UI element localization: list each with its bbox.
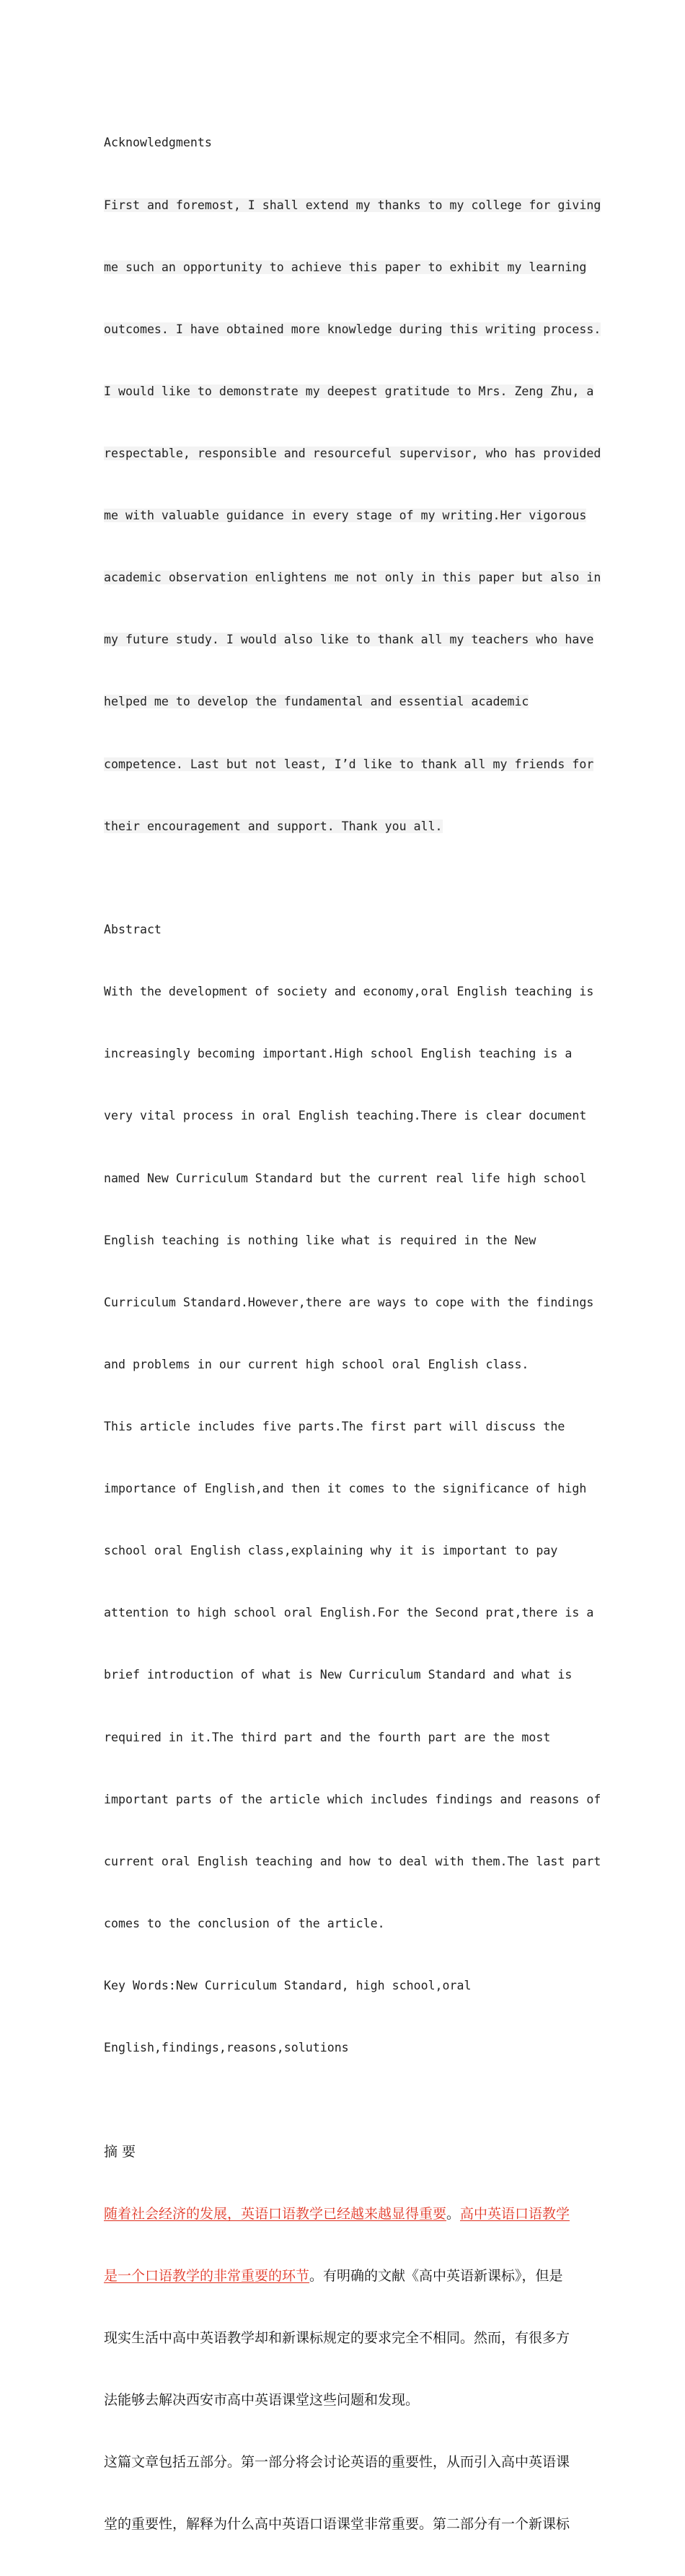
body-line: 这篇文章包括五部分。第一部分将会讨论英语的重要性，从而引入高中英语课 (104, 2454, 570, 2471)
acknowledgments-heading: Acknowledgments (104, 136, 212, 150)
body-line: required in it.The third part and the fourth part are the most (104, 1730, 551, 1744)
body-line: comes to the conclusion of the article. (104, 1916, 385, 1930)
body-line: respectable, responsible and resourceful supervisor, who has provided (104, 446, 601, 460)
body-line: helped me to develop the fundamental and essential academic (104, 695, 529, 709)
body-line: school oral English class,explaining why it is important to pay (104, 1544, 558, 1558)
keywords-line: Key Words:New Curriculum Standard, high school,oral (104, 1978, 472, 1992)
body-line: competence. Last but not least, I’d like to thank all my friends for (104, 757, 594, 771)
body-line: very vital process in oral English teaching.There is clear document (104, 1109, 587, 1123)
acknowledgments-section (104, 92, 601, 879)
chinese-abstract-section (104, 2100, 588, 2576)
abstract-heading: Abstract (104, 923, 162, 937)
body-line: academic observation enlightens me not only in this paper but also in (104, 571, 601, 585)
body-line: This article includes five parts.The first part will discuss the (104, 1420, 565, 1433)
body-line: important parts of the article which includes findings and reasons of (104, 1792, 601, 1806)
body-line: me such an opportunity to achieve this paper to exhibit my learning (104, 260, 587, 274)
body-line: I would like to demonstrate my deepest gratitude to Mrs. Zeng Zhu, a (104, 384, 594, 398)
body-line: outcomes. I have obtained more knowledge during this writing process. (104, 322, 601, 336)
keywords-line: English,findings,reasons,solutions (104, 2041, 349, 2055)
body-line: attention to high school oral English.For the Second prat,there is a (104, 1606, 594, 1620)
body-line: English teaching is nothing like what is required in the New (104, 1233, 536, 1247)
body-line: my future study. I would also like to thank all my teachers who have (104, 633, 594, 647)
body-line: 现实生活中高中英语教学却和新课标规定的要求完全不相同。然而，有很多方 (104, 2329, 570, 2346)
body-line: 法能够去解决西安市高中英语课堂这些问题和发现。 (104, 2392, 420, 2409)
body-line: their encouragement and support. Thank you all. (104, 819, 443, 833)
highlighted-phrase: 高中英语口语教学 (460, 2205, 570, 2222)
body-line: importance of English,and then it comes to the significance of high (104, 1482, 587, 1496)
body-line: and problems in our current high school oral English class. (104, 1357, 529, 1371)
document-page (104, 92, 601, 2576)
highlighted-phrase: 是一个口语教学的非常重要的环节 (104, 2267, 310, 2284)
chinese-abstract-heading: 摘 要 (104, 2143, 136, 2160)
body-line: With the development of society and economy,oral English teaching is (104, 985, 594, 999)
body-line: 是一个口语教学的非常重要的环节。有明确的文献《高中英语新课标》，但是 (104, 2267, 563, 2284)
body-line: current oral English teaching and how to deal with them.The last part (104, 1854, 601, 1868)
body-line: brief introduction of what is New Curriculum Standard and what is (104, 1668, 573, 1682)
abstract-section (104, 879, 601, 2100)
body-line: 随着社会经济的发展，英语口语教学已经越来越显得重要。高中英语口语教学 (104, 2205, 570, 2222)
body-line: Curriculum Standard.However,there are ways to cope with the findings (104, 1295, 594, 1309)
body-line: me with valuable guidance in every stage of my writing.Her vigorous (104, 509, 587, 523)
body-line: First and foremost, I shall extend my thanks to my college for giving (104, 198, 601, 212)
highlighted-phrase: 随着社会经济的发展，英语口语教学已经越来越显得重要 (104, 2205, 447, 2222)
body-line: named New Curriculum Standard but the current real life high school (104, 1171, 587, 1185)
body-line: increasingly becoming important.High school English teaching is a (104, 1047, 573, 1061)
body-line: 堂的重要性，解释为什么高中英语口语课堂非常重要。第二部分有一个新课标 (104, 2516, 570, 2533)
